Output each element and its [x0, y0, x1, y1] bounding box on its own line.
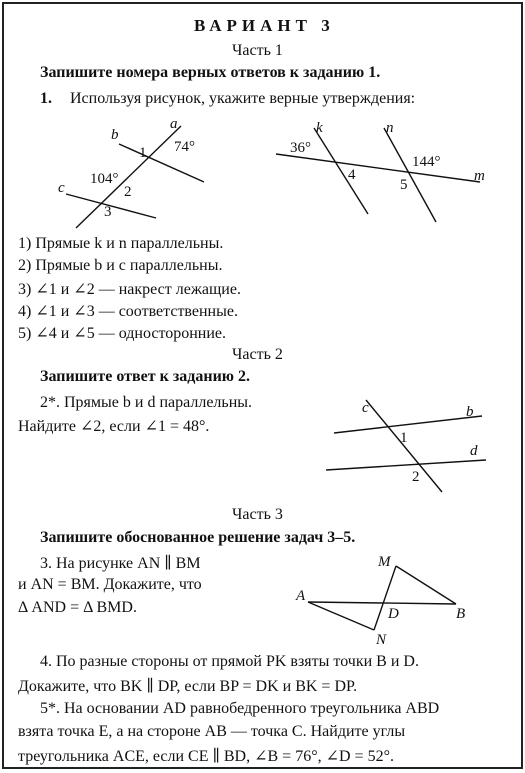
option-3: 3) ∠1 и ∠2 — накрест лежащие. — [18, 281, 241, 298]
angle-36-label: 36° — [290, 140, 311, 156]
label-n: n — [386, 120, 394, 136]
label-D: D — [388, 606, 399, 622]
task3-line3: Δ AND = Δ BMD. — [18, 599, 137, 616]
task2-line1: 2*. Прямые b и d параллельны. — [40, 394, 253, 411]
label-b: b — [111, 127, 119, 143]
variant-title: ВАРИАНТ 3 — [194, 16, 335, 35]
line-k — [314, 128, 368, 214]
worksheet-page — [2, 2, 523, 769]
part2-title: Часть 2 — [232, 346, 283, 363]
task3-line2: и AN = BM. Докажите, что — [18, 576, 202, 593]
part3-title: Часть 3 — [232, 506, 283, 523]
task1-figures — [4, 114, 525, 234]
option-2: 2) Прямые b и c параллельны. — [18, 257, 223, 274]
label-B: B — [456, 606, 466, 622]
label-A: A — [296, 588, 306, 604]
angle-2-label: 2 — [124, 184, 132, 200]
task4-line2: Докажите, что BK ∥ DP, если BP = DK и BK = DP. — [18, 678, 358, 695]
task1-number: 1. — [40, 90, 52, 107]
label-a: a — [170, 116, 178, 132]
label-c: c — [58, 180, 65, 196]
angle-1-label: 1 — [400, 430, 408, 446]
angle-4-label: 4 — [348, 167, 356, 183]
label-k: k — [316, 120, 323, 136]
line-m — [276, 154, 480, 182]
angle-144-label: 144° — [412, 154, 441, 170]
task5-line1: 5*. На основании AD равнобедренного треугольника ABD — [40, 700, 440, 717]
figure2 — [276, 120, 485, 222]
label-m: m — [474, 168, 485, 184]
task2-line2: Найдите ∠2, если ∠1 = 48°. — [18, 418, 210, 435]
figure1 — [58, 116, 204, 228]
line-b — [334, 416, 482, 433]
segment-MB — [396, 566, 456, 604]
angle-1-label: 1 — [139, 145, 147, 161]
option-1: 1) Прямые k и n параллельны. — [18, 235, 224, 252]
task1-text: Используя рисунок, укажите верные утверждения: — [70, 90, 416, 107]
segment-AB — [308, 602, 456, 604]
part3-instruction: Запишите обоснованное решение задач 3–5. — [40, 529, 356, 546]
label-N: N — [376, 632, 387, 648]
angle-5-label: 5 — [400, 177, 408, 193]
label-M: M — [378, 554, 391, 570]
angle-74-label: 74° — [174, 139, 195, 155]
line-c — [366, 400, 442, 492]
angle-3-label: 3 — [104, 204, 112, 220]
angle-104-label: 104° — [90, 171, 119, 187]
label-c: c — [362, 400, 369, 416]
label-b: b — [466, 404, 474, 420]
line-d — [326, 460, 486, 470]
angle-2-label: 2 — [412, 469, 420, 485]
task5-line3: треугольника ACE, если CE ∥ BD, ∠B = 76°, ∠D = 52°. — [18, 748, 394, 765]
task2-figure — [304, 388, 504, 498]
option-5: 5) ∠4 и ∠5 — односторонние. — [18, 325, 227, 342]
part2-instruction: Запишите ответ к заданию 2. — [40, 368, 251, 385]
label-d: d — [470, 443, 478, 459]
task3-figure — [284, 550, 484, 650]
task4-line1: 4. По разные стороны от прямой PK взяты точки B и D. — [40, 653, 419, 670]
segment-AN — [308, 602, 374, 630]
task3-line1: 3. На рисунке AN ∥ BM — [40, 555, 201, 572]
option-4: 4) ∠1 и ∠3 — соответственные. — [18, 303, 238, 320]
task5-line2: взята точка E, а на стороне AB — точка C. Найдите углы — [18, 723, 406, 740]
part1-instruction: Запишите номера верных ответов к заданию 1. — [40, 64, 381, 81]
part1-title: Часть 1 — [232, 42, 283, 59]
